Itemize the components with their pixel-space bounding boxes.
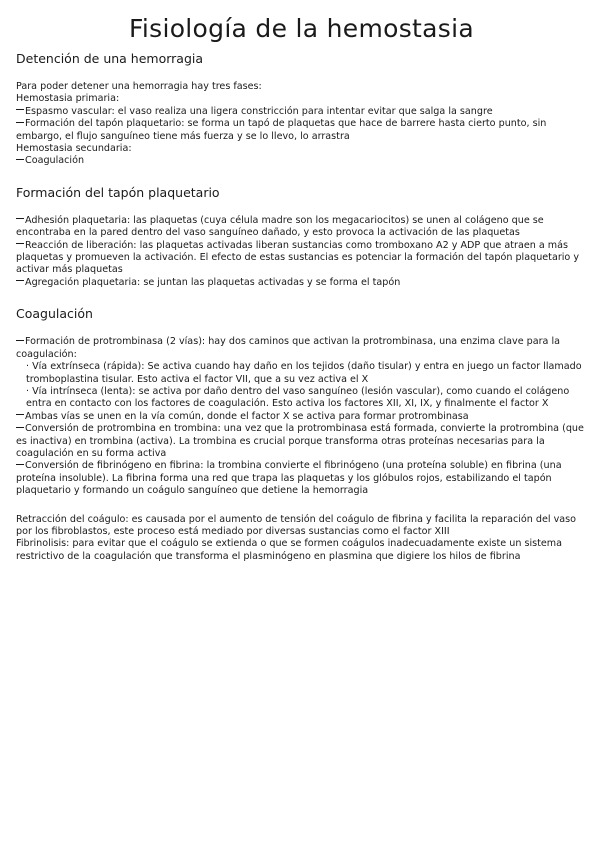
list-item <box>16 240 587 277</box>
list-item-text: Adhesión plaquetaria: las plaquetas (cuya célula madre son los megacariocitos) se unen al colágeno que se encontraba en la pared dentro del vaso sanguíneo dañado, y esto provoca la activación de las plaquetas <box>16 214 544 239</box>
dash-bullet <box>16 122 24 123</box>
list-item-text: Espasmo vascular: el vaso realiza una ligera constricción para intentar evitar que salga la sangre <box>25 105 493 117</box>
list-item-text: Formación de protrombinasa (2 vías): hay dos caminos que activan la protrombinasa, una enzima clave para la coagulación: <box>16 336 561 360</box>
dash-bullet <box>16 159 24 160</box>
paragraph-fibrinolisis: Fibrinolisis: para evitar que el coágulo se extienda o que se formen coágulos inadecuadamente existe un sistema restrictivo de la coagulación que transforma el plasminógeno en plasmina que digiere los hilos de fibrina <box>16 538 563 562</box>
sub-list-item <box>16 361 587 386</box>
list-item <box>16 215 587 240</box>
page-title: Fisiología de la hemostasia <box>129 14 474 43</box>
list-item-text: Ambas vías se unen en la vía común, donde el factor X se activa para formar protrombinasa <box>25 410 469 422</box>
dash-bullet <box>16 414 24 415</box>
list-item <box>16 155 587 167</box>
sub-list-item-text: Vía intrínseca (lenta): se activa por daño dentro del vaso sanguíneo (lesión vascular), como cuando el colágeno entra en contacto con los factores de coagulación. Esto activa los factores XII, XI, IX, y finalmente el factor X <box>26 385 570 410</box>
intro-text: Para poder detener una hemorragia hay tres fases: <box>16 81 262 92</box>
list-item <box>16 336 587 361</box>
dash-bullet <box>16 340 24 341</box>
dot-bullet: · <box>26 385 30 397</box>
list-item-text: Formación del tapón plaquetario: se forma un tapó de plaquetas que hace de barrere hasta cierto punto, sin embargo, el flujo sanguíneo tiene más fuerza y se lo llevo, lo arrastra <box>16 118 547 142</box>
dash-bullet <box>16 218 24 219</box>
list-item <box>16 423 587 460</box>
dash-bullet <box>16 243 24 244</box>
secondary-label: Hemostasia secundaria: <box>16 143 132 155</box>
list-item-text: Coagulación <box>25 155 85 167</box>
dot-bullet: · <box>26 361 30 373</box>
heading-tapon: Formación del tapón plaquetario <box>16 184 220 200</box>
primary-label: Hemostasia primaria: <box>16 93 120 105</box>
list-item-text: Reacción de liberación: las plaquetas activadas liberan sustancias como tromboxano A2 y ADP que atraen a más plaquetas y promueven la activación. El efecto de estas sustancias es potenciar la formación del tapón plaquetario y activar más plaquetas <box>16 239 580 276</box>
list-item <box>16 106 587 118</box>
list-item <box>16 277 587 289</box>
list-item <box>16 118 587 143</box>
dash-bullet <box>16 280 24 281</box>
sub-list-item-text: Vía extrínseca (rápida): Se activa cuando hay daño en los tejidos (daño tisular) y entra en juego un factor llamado tromboplastina tisular. Esto activa el factor VII, que a su vez activa el X <box>26 361 582 385</box>
dash-bullet <box>16 464 24 465</box>
list-item-text: Conversión de fibrinógeno en fibrina: la trombina convierte el fibrinógeno (una proteína soluble) en fibrina (una proteína insoluble). La fibrina forma una red que trapa las plaquetas y los glóbulos rojos, estabilizando el tapón plaquetario y formando un coágulo sanguíneo que detiene la hemorragia <box>16 460 562 497</box>
sub-list-item <box>16 386 587 411</box>
dash-bullet <box>16 109 24 110</box>
paragraph-retraccion: Retracción del coágulo: es causada por el aumento de tensión del coágulo de fibrina y facilita la reparación del vaso por los fibroblastos, este proceso está mediado por diversas sustancias como el factor XIII <box>16 513 577 537</box>
list-item-text: Agregación plaquetaria: se juntan las plaquetas activadas y se forma el tapón <box>25 276 401 288</box>
dash-bullet <box>16 427 24 428</box>
heading-detencion: Detención de una hemorragia <box>16 51 204 66</box>
list-item-text: Conversión de protrombina en trombina: una vez que la protrombinasa está formada, convierte la protrombina (que es inactiva) en trombina (activa). La trombina es crucial porque transforma otras proteínas necesarias para la coagulación en su forma activa <box>16 423 584 459</box>
list-item <box>16 460 587 497</box>
list-item <box>16 411 587 423</box>
heading-coagulacion: Coagulación <box>16 306 93 322</box>
